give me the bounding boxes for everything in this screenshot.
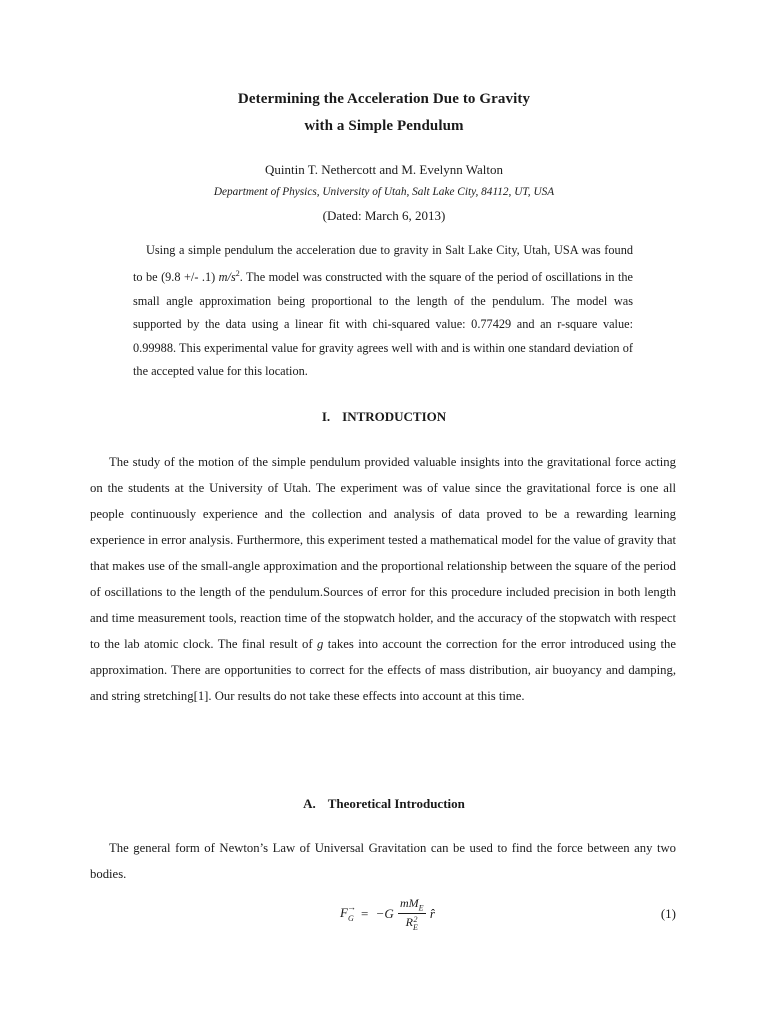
abstract <box>133 239 633 384</box>
g-symbol: g <box>317 636 324 651</box>
eq-minus-g: −G <box>375 905 394 921</box>
subsection-number: A. <box>303 796 316 811</box>
abstract-unit-exponent: 2 <box>235 269 240 279</box>
introduction-paragraph <box>90 450 676 710</box>
paper-title-line-2: with a Simple Pendulum <box>304 118 464 134</box>
intro-text-2: takes into account the correction for the error introduced using the approximation. There are opportunities to correct for the effects of mass distribution, air buoyancy and damping, and string stretching[1]. Our results do not take these effects into account at this time. <box>90 636 676 703</box>
affiliation: Department of Physics, University of Utah, Salt Lake City, 84112, UT, USA <box>213 186 555 198</box>
abstract-unit: m/s <box>218 270 236 285</box>
eq-denominator-subscript: E <box>413 922 418 932</box>
section-heading-introduction <box>0 409 768 425</box>
eq-force-symbol: F <box>340 905 348 921</box>
abstract-text-1: Using a simple pendulum the acceleration due to gravity in Salt Lake City, Utah, USA was found to be (9.8 +/- .1) <box>133 243 633 285</box>
intro-text-1: The study of the motion of the simple pendulum provided valuable insights into the gravitational force acting on the students at the University of Utah. The experiment was of value since the gravitational force is one all people continuously experience and the collection and analysis of data proved to be a rewarding learning experience in error analysis. Furthermore, this experiment tested a mathematical model for the value of gravity that that makes use of the small-angle approximation and the proportional relationship between the square of the period of oscillations to the length of the pendulum.Sources of error for this procedure included precision in both length and time measurement tools, reaction time of the stopwatch holder, and the accuracy of the stopwatch with respect to the lab atomic clock. The final result of <box>90 455 676 651</box>
eq-numerator <box>398 896 426 914</box>
equation-number: (1) <box>660 906 676 921</box>
eq-numerator-subscript: E <box>418 903 424 913</box>
subsection-title: Theoretical Introduction <box>327 796 465 811</box>
equation-1 <box>340 896 435 932</box>
eq-equals: = <box>360 905 369 921</box>
eq-force-subscript: G <box>347 913 354 923</box>
eq-denominator-superscript: 2 <box>413 914 418 924</box>
section-number: I. <box>321 409 331 424</box>
eq-denominator <box>398 914 426 931</box>
theory-paragraph: The general form of Newton’s Law of Universal Gravitation can be used to find the force between any two bodies. <box>90 841 676 881</box>
eq-numerator-text: mM <box>400 896 419 910</box>
eq-denominator-text: R <box>405 915 413 930</box>
eq-lhs <box>340 901 356 923</box>
vector-arrow-icon: → <box>346 901 356 912</box>
section-title: INTRODUCTION <box>342 409 447 424</box>
abstract-text-2: . The model was constructed with the square of the period of oscillations in the small angle approximation being proportional to the length of the pendulum. The model was supported by the data using a linear fit with chi-squared value: 0.77429 and an r-square value: 0.99988. This experimental value for gravity agrees well with and is within one standard deviation of the accepted value for this location. <box>133 270 633 379</box>
authors: Quintin T. Nethercott and M. Evelynn Walton <box>265 162 503 177</box>
eq-fraction <box>398 896 426 932</box>
date-line: (Dated: March 6, 2013) <box>322 208 446 223</box>
eq-unit-vector: r̂ <box>429 905 435 921</box>
paper-title-line-1: Determining the Acceleration Due to Gravity <box>237 91 531 107</box>
subsection-heading-theoretical <box>0 796 768 812</box>
